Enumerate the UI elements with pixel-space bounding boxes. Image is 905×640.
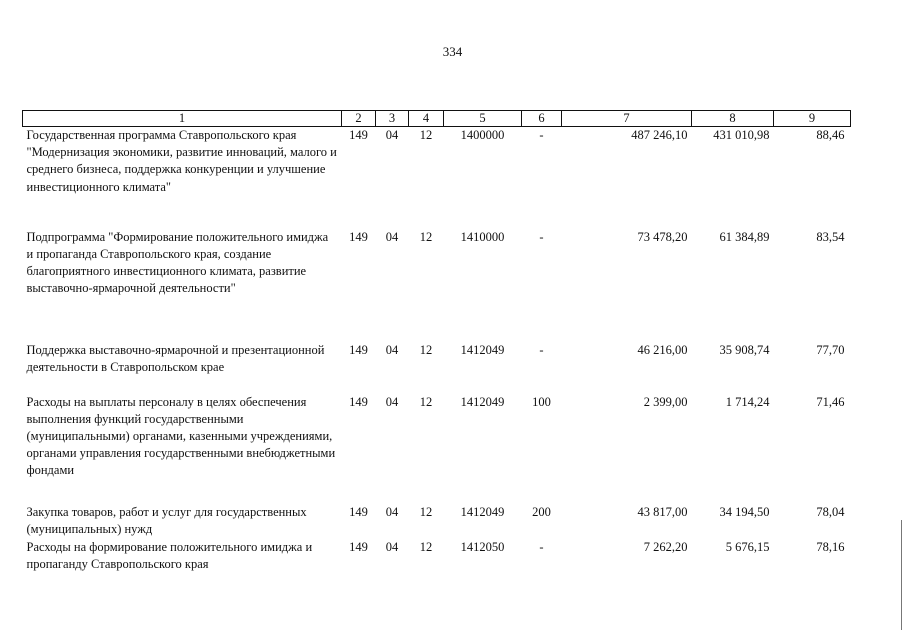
row-col-3: 04 — [385, 229, 399, 244]
row-col-6: 100 — [532, 394, 551, 409]
row-col-8: 1 714,24 — [725, 394, 770, 409]
header-col-2: 2 — [342, 111, 376, 127]
row-col-7: 2 399,00 — [643, 394, 688, 409]
budget-table — [22, 110, 851, 575]
row-col-5: 1412050 — [460, 539, 505, 554]
row-name: Подпрограмма "Формирование положительного имиджа и пропаганда Ставропольского края, создание благоприятного инвестиционного климата, развитие выставочно-ярмарочной деятельности" — [26, 229, 329, 296]
table-row — [23, 127, 851, 229]
row-col-5: 1410000 — [460, 229, 505, 244]
row-col-9: 83,54 — [816, 229, 845, 244]
row-col-3: 04 — [385, 394, 399, 409]
row-col-6: - — [539, 128, 544, 142]
row-col-5: 1412049 — [460, 342, 505, 357]
table-row — [23, 229, 851, 342]
row-col-4: 12 — [419, 128, 433, 142]
row-col-2: 149 — [349, 342, 368, 357]
row-col-8: 61 384,89 — [719, 229, 770, 244]
row-col-7: 46 216,00 — [637, 342, 688, 357]
row-col-4: 12 — [419, 342, 433, 357]
row-col-4: 12 — [419, 394, 433, 409]
row-col-4: 12 — [419, 504, 433, 519]
row-col-3: 04 — [385, 539, 399, 554]
row-col-6: - — [539, 342, 544, 357]
budget-table-container — [22, 110, 850, 575]
row-col-5: 1412049 — [460, 394, 505, 409]
row-col-3: 04 — [385, 128, 399, 142]
row-col-8: 5 676,15 — [725, 539, 770, 554]
row-name: Расходы на выплаты персоналу в целях обеспечения выполнения функций государственными (муниципальными) органами, казенными учреждениями, органами управления государственными внебюджетными фондами — [26, 394, 336, 478]
row-col-2: 149 — [349, 128, 368, 142]
row-col-3: 04 — [385, 504, 399, 519]
row-col-7: 487 246,10 — [631, 128, 688, 142]
table-row — [23, 539, 851, 575]
row-col-8: 35 908,74 — [719, 342, 770, 357]
row-col-6: - — [539, 229, 544, 244]
header-col-9: 9 — [774, 111, 851, 127]
row-col-4: 12 — [419, 229, 433, 244]
header-row — [23, 111, 851, 127]
header-col-7: 7 — [562, 111, 692, 127]
row-col-9: 78,04 — [816, 504, 845, 519]
table-row — [23, 342, 851, 394]
header-col-1: 1 — [23, 111, 342, 127]
header-col-6: 6 — [522, 111, 562, 127]
table-row — [23, 394, 851, 504]
header-col-8: 8 — [692, 111, 774, 127]
row-col-5: 1400000 — [460, 128, 505, 142]
header-col-5: 5 — [444, 111, 522, 127]
page-number: 334 — [442, 44, 463, 59]
row-col-6: 200 — [532, 504, 551, 519]
row-col-5: 1412049 — [460, 504, 505, 519]
row-col-6: - — [539, 539, 544, 554]
scan-edge-mark — [901, 520, 902, 630]
row-name: Поддержка выставочно-ярмарочной и презентационной деятельности в Ставропольском крае — [26, 342, 325, 374]
header-col-3: 3 — [376, 111, 409, 127]
header-col-4: 4 — [409, 111, 444, 127]
row-col-9: 77,70 — [816, 342, 845, 357]
row-name: Закупка товаров, работ и услуг для государственных (муниципальных) нужд — [26, 504, 307, 536]
row-col-2: 149 — [349, 504, 368, 519]
row-col-7: 73 478,20 — [637, 229, 688, 244]
row-col-9: 71,46 — [816, 394, 845, 409]
row-col-4: 12 — [419, 539, 433, 554]
row-col-9: 78,16 — [816, 539, 845, 554]
row-col-7: 43 817,00 — [637, 504, 688, 519]
row-name: Государственная программа Ставропольского края "Модернизация экономики, развитие инноваций, малого и среднего бизнеса, поддержка конкуренции и улучшение инвестиционного климата" — [26, 128, 337, 194]
row-col-2: 149 — [349, 394, 368, 409]
table-row — [23, 504, 851, 539]
row-col-7: 7 262,20 — [643, 539, 688, 554]
row-col-8: 34 194,50 — [719, 504, 770, 519]
row-col-3: 04 — [385, 342, 399, 357]
row-col-2: 149 — [349, 229, 368, 244]
row-name: Расходы на формирование положительного имиджа и пропаганду Ставропольского края — [26, 539, 313, 571]
row-col-9: 88,46 — [816, 128, 845, 142]
row-col-2: 149 — [349, 539, 368, 554]
row-col-8: 431 010,98 — [713, 128, 770, 142]
